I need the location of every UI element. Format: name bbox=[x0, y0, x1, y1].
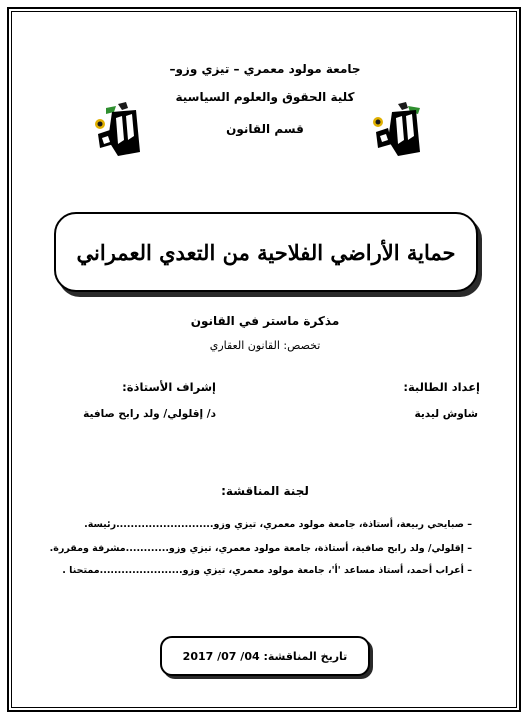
thesis-type: مذكرة ماستر في القانون bbox=[190, 314, 340, 328]
committee-member: – أعراب أحمد، أستاذ مساعد 'أ'، جامعة مولود معمري، تيزي وزو.......................ممتحنا . bbox=[62, 565, 472, 576]
student-label: إعداد الطالبة: bbox=[403, 380, 480, 394]
student-name: شاوش ليدية bbox=[414, 408, 478, 420]
defense-date: تاريخ المناقشة: 04/ 07/ 2017 bbox=[182, 649, 348, 663]
university-logo-icon bbox=[368, 100, 428, 158]
thesis-title-box bbox=[54, 212, 478, 292]
department-name: قسم القانون bbox=[226, 122, 304, 136]
committee-member: – إقلولي/ ولد رابح صافية، أستاذة، جامعة مولود معمري، تيزي وزو............مشرفة ومقررة. bbox=[49, 543, 472, 554]
university-logo-icon bbox=[88, 100, 148, 158]
thesis-title: حماية الأراضي الفلاحية من التعدي العمراني bbox=[76, 239, 456, 265]
faculty-name: كلية الحقوق والعلوم السياسية bbox=[175, 90, 355, 104]
university-name: جامعة مولود معمري – تيزي وزو– bbox=[169, 62, 361, 76]
committee-member: – صبايحي ربيعة، أستاذة، جامعة مولود معمري، تيزي وزو...........................رئيسة. bbox=[84, 519, 472, 530]
specialty: تخصص: القانون العقاري bbox=[209, 339, 321, 352]
committee-label: لجنة المناقشة: bbox=[221, 484, 309, 498]
supervisor-name: د/ إقلولي/ ولد رابح صافية bbox=[83, 408, 216, 420]
supervisor-label: إشراف الأستاذة: bbox=[122, 380, 216, 394]
defense-date-box bbox=[160, 636, 370, 676]
inner-border bbox=[11, 11, 517, 708]
